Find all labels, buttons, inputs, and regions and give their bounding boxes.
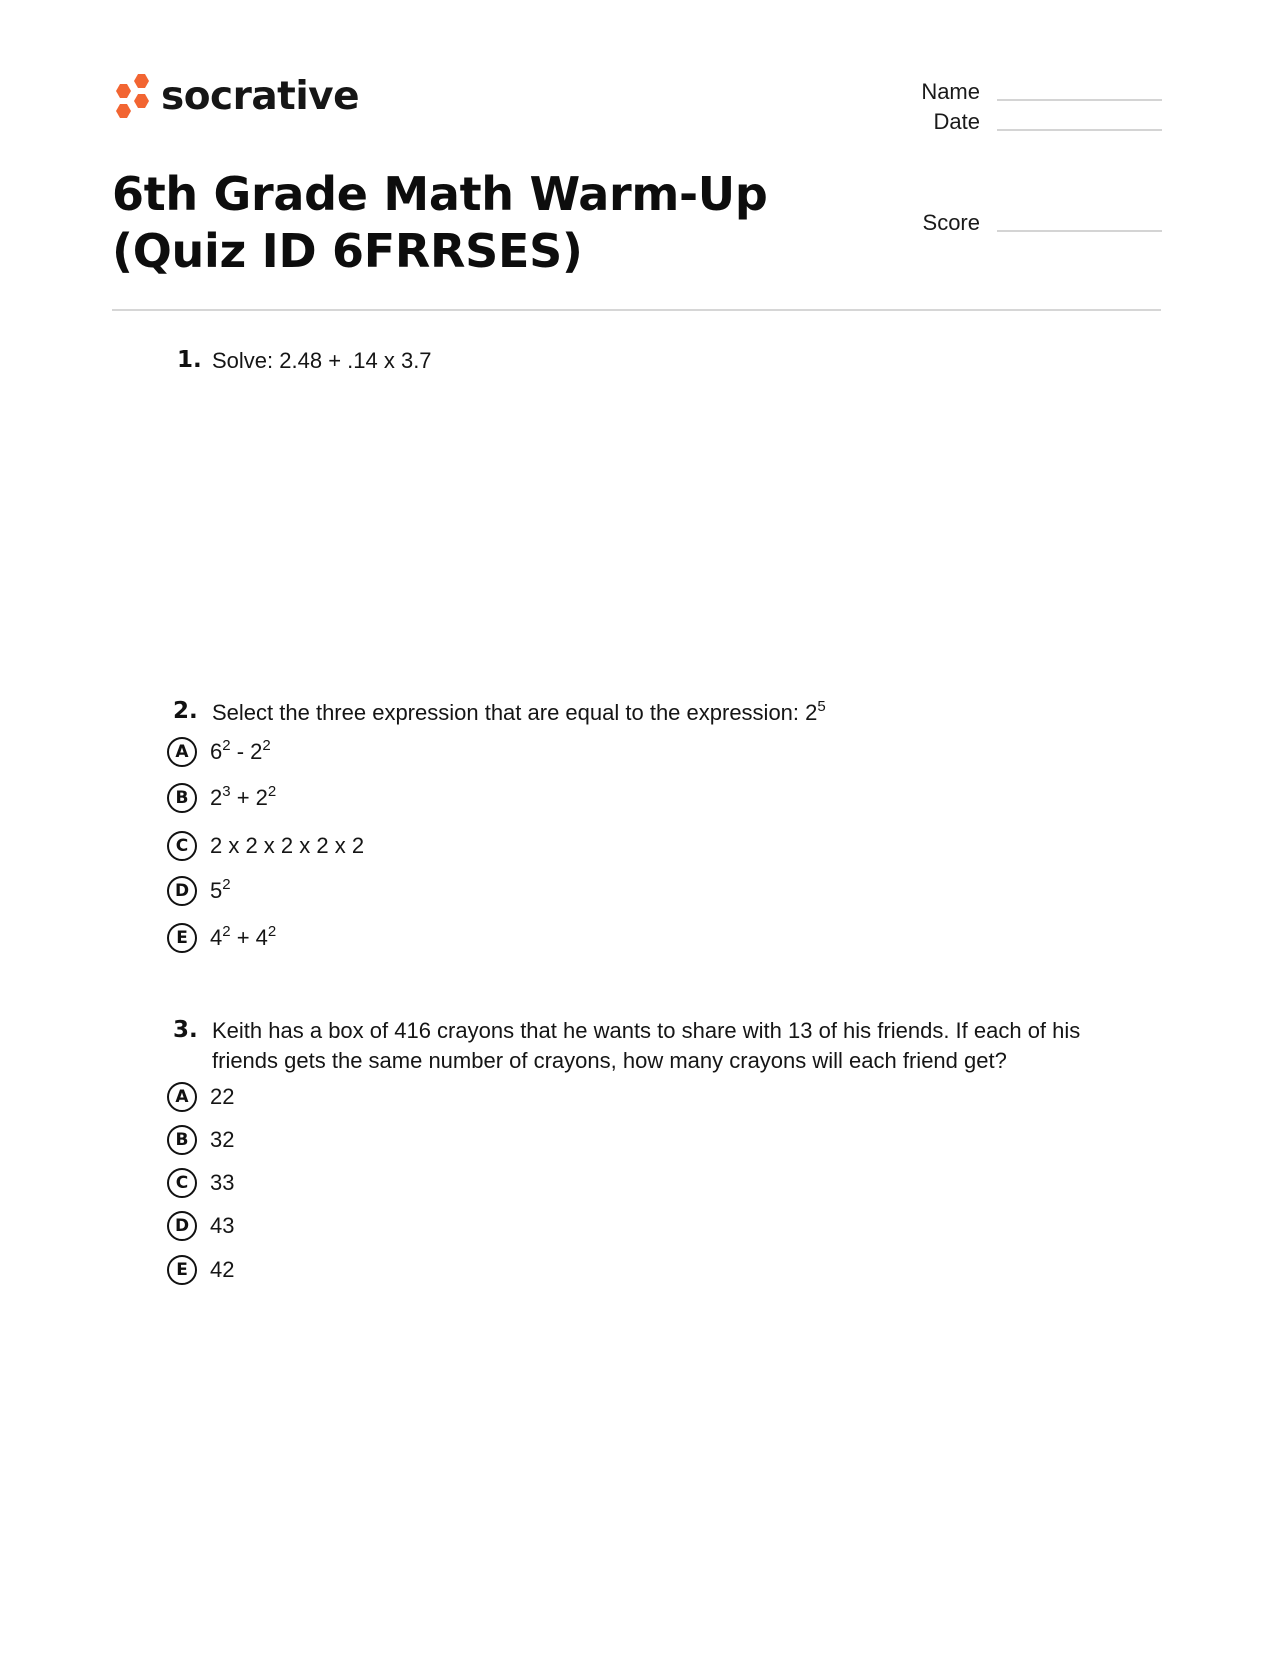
name-label: Name: [921, 79, 980, 104]
brand-name: socrative: [161, 74, 360, 119]
question-1-text: Solve: 2.48 + .14 x 3.7: [212, 348, 432, 373]
header-divider: [112, 309, 1161, 311]
option-text: 32: [210, 1127, 235, 1152]
question-3-text-line-1: Keith has a box of 416 crayons that he wants to share with 13 of his friends. If each of his: [212, 1018, 1081, 1043]
option-text: $5^2$: [210, 876, 231, 903]
option-text: 2 x 2 x 2 x 2 x 2: [210, 833, 365, 858]
question-1-number: 1.: [177, 347, 202, 373]
answer-option-a[interactable]: [167, 1082, 234, 1112]
answer-option-c[interactable]: [167, 1168, 234, 1198]
hexagon-cluster-icon: [112, 72, 152, 124]
option-letter-circle[interactable]: E: [167, 1255, 197, 1285]
answer-option-e[interactable]: [167, 923, 276, 953]
option-letter-circle[interactable]: B: [167, 783, 197, 813]
option-letter-circle[interactable]: C: [167, 831, 197, 861]
answer-option-d[interactable]: [167, 1211, 234, 1241]
date-label: Date: [933, 109, 980, 134]
option-text: 33: [210, 1170, 235, 1195]
option-letter-circle[interactable]: A: [167, 737, 197, 767]
question-3-text-line-2: friends gets the same number of crayons, how many crayons will each friend get?: [212, 1048, 1007, 1073]
question-2-number: 2.: [173, 698, 198, 724]
answer-option-e[interactable]: [167, 1255, 234, 1285]
score-field[interactable]: [997, 230, 1162, 232]
option-text: $6^2 - 2^2$: [210, 737, 271, 764]
answer-option-b[interactable]: [167, 1125, 234, 1155]
question-3-number: 3.: [173, 1017, 198, 1043]
option-text: $2^3 + 2^2$: [210, 783, 277, 810]
option-text: 22: [210, 1084, 235, 1109]
page-title: 6th Grade Math Warm-Up (Quiz ID 6FRRSES): [112, 167, 768, 278]
option-letter-circle[interactable]: A: [167, 1082, 197, 1112]
option-letter-circle[interactable]: B: [167, 1125, 197, 1155]
option-text: 42: [210, 1257, 235, 1282]
option-letter-circle[interactable]: E: [167, 923, 197, 953]
option-text: $4^2 + 4^2$: [210, 923, 277, 950]
date-field[interactable]: [997, 129, 1162, 131]
name-field[interactable]: [997, 99, 1162, 101]
option-letter-circle[interactable]: C: [167, 1168, 197, 1198]
option-letter-circle[interactable]: D: [167, 876, 197, 906]
option-text: 43: [210, 1213, 235, 1238]
answer-option-b[interactable]: [167, 783, 276, 813]
answer-option-a[interactable]: [167, 737, 271, 767]
answer-option-c[interactable]: [167, 831, 364, 861]
score-label: Score: [922, 210, 980, 235]
question-2-text: Select the three expression that are equal to the expression: $2^5$: [212, 698, 826, 725]
option-letter-circle[interactable]: D: [167, 1211, 197, 1241]
answer-option-d[interactable]: [167, 876, 231, 906]
